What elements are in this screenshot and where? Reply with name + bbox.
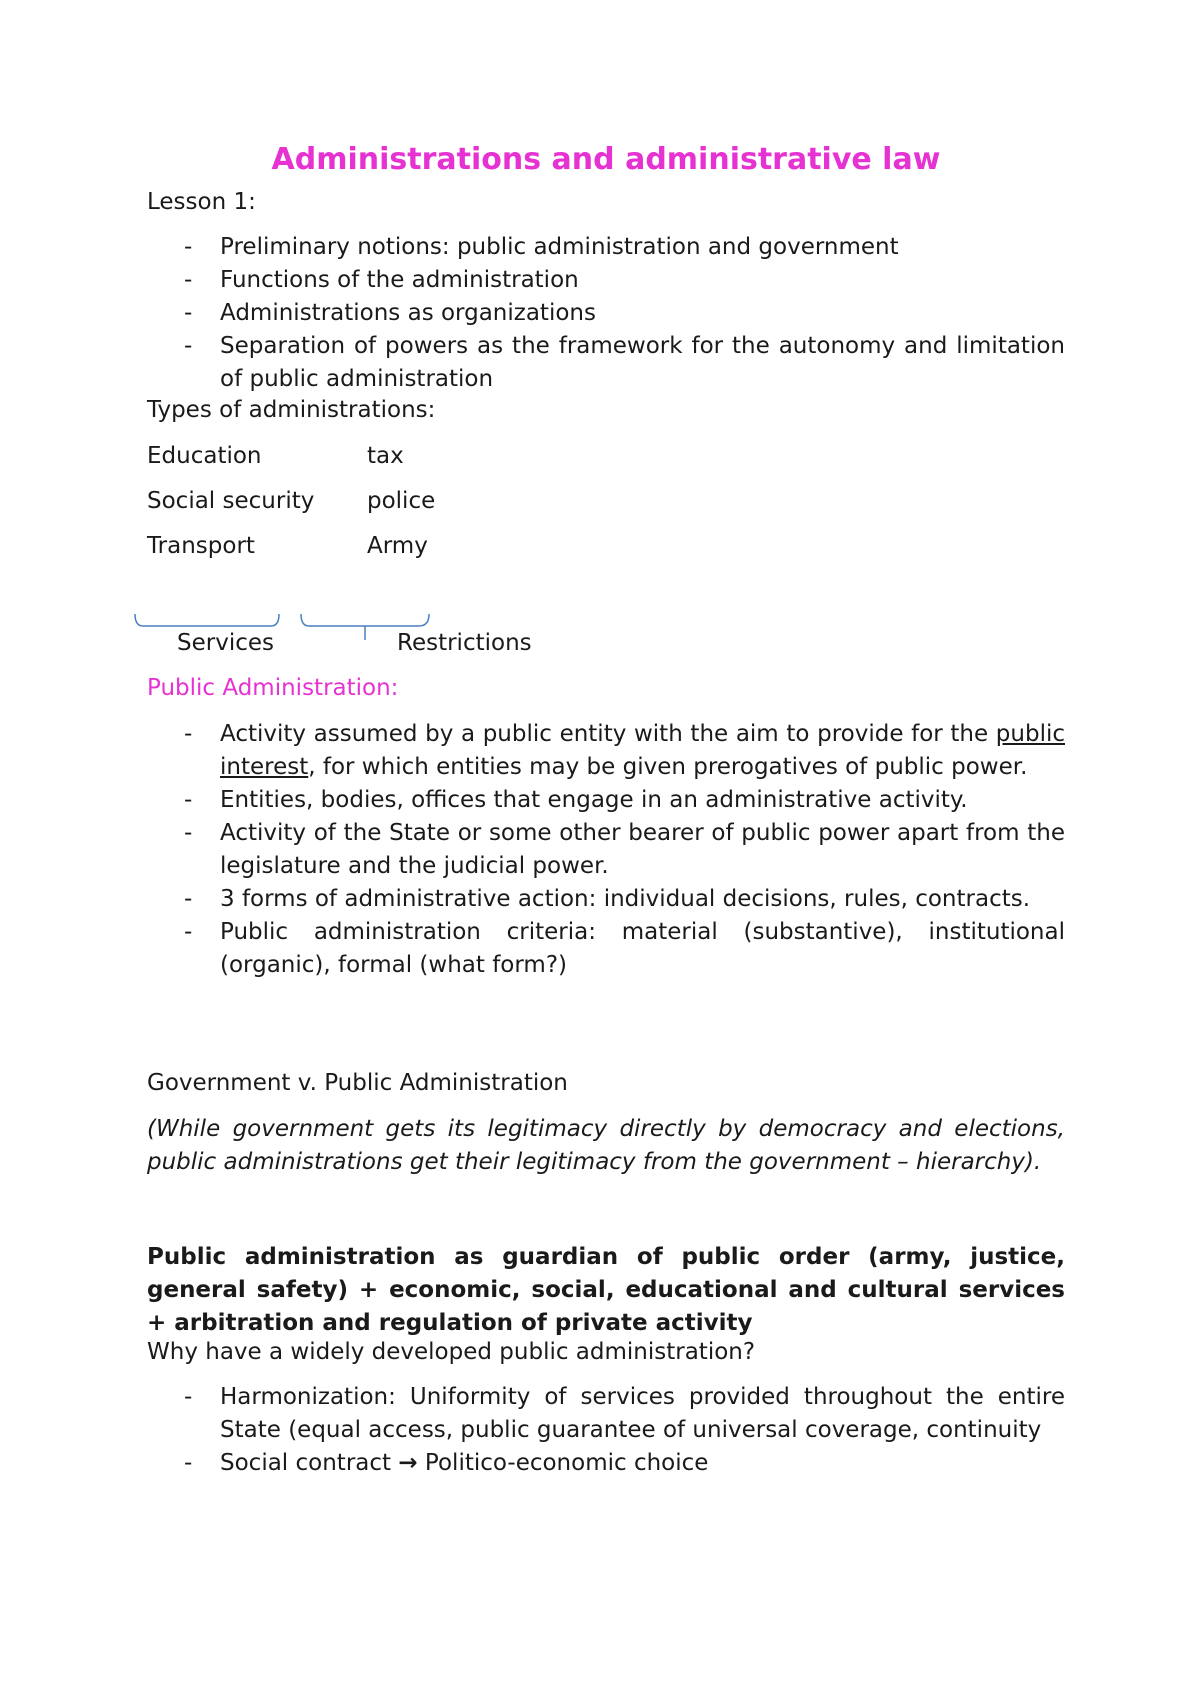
types-right: Army: [367, 533, 428, 559]
lesson-heading: Lesson 1:: [147, 189, 256, 215]
public-admin-list: [147, 718, 1065, 982]
group-labels: [177, 627, 532, 660]
list-item-text: , for which entities may be given prerogatives of public power.: [308, 754, 1028, 780]
public-admin-heading: Public Administration:: [147, 675, 399, 701]
types-right: tax: [367, 443, 404, 469]
bold-statement: Public administration as guardian of public order (army, justice, general safety) + economic, social, educational and cultural services + arbitration and regulation of private activity: [147, 1244, 1065, 1336]
types-row: [147, 530, 428, 563]
types-heading: Types of administrations:: [147, 397, 436, 423]
gov-vs-pa-heading: Government v. Public Administration: [147, 1070, 568, 1096]
types-row: [147, 485, 436, 518]
list-item: - Functions of the administration: [147, 264, 1065, 297]
types-left: Social security: [147, 488, 315, 514]
why-list: [147, 1381, 1065, 1480]
list-item: - Activity of the State or some other bearer of public power apart from the legislature and the judicial power.: [147, 817, 1065, 883]
list-item: [147, 718, 1065, 784]
underlined-term: public interest: [220, 721, 1065, 780]
list-item: - 3 forms of administrative action: individual decisions, rules, contracts.: [147, 883, 1065, 916]
arrow-right-icon: →: [398, 1450, 418, 1476]
italic-note: (While government gets its legitimacy directly by democracy and elections, public administrations get their legitimacy from the government – hierarchy).: [147, 1116, 1065, 1175]
document-title: Administrations and administrative law: [271, 142, 941, 177]
types-left: Transport: [147, 533, 255, 559]
list-item: - Separation of powers as the framework for the autonomy and limitation of public administration: [147, 330, 1065, 396]
restrictions-label: Restrictions: [397, 630, 532, 656]
types-row: [147, 440, 404, 473]
types-left: Education: [147, 443, 262, 469]
list-item: [147, 1447, 1065, 1480]
lesson-list: [147, 231, 1065, 396]
list-item: - Administrations as organizations: [147, 297, 1065, 330]
types-right: police: [367, 488, 436, 514]
list-item-text: Activity assumed by a public entity with the aim to provide for the: [220, 721, 996, 747]
services-label: Services: [177, 630, 274, 656]
list-item: - Preliminary notions: public administration and government: [147, 231, 1065, 264]
why-heading: Why have a widely developed public administration?: [147, 1339, 756, 1365]
list-item: - Public administration criteria: material (substantive), institutional (organic), formal (what form?): [147, 916, 1065, 982]
list-item: - Harmonization: Uniformity of services provided throughout the entire State (equal access, public guarantee of universal coverage, continuity: [147, 1381, 1065, 1447]
list-item-text: Politico-economic choice: [417, 1450, 709, 1476]
list-item: - Entities, bodies, offices that engage in an administrative activity.: [147, 784, 1065, 817]
list-item-text: Social contract: [220, 1450, 399, 1476]
